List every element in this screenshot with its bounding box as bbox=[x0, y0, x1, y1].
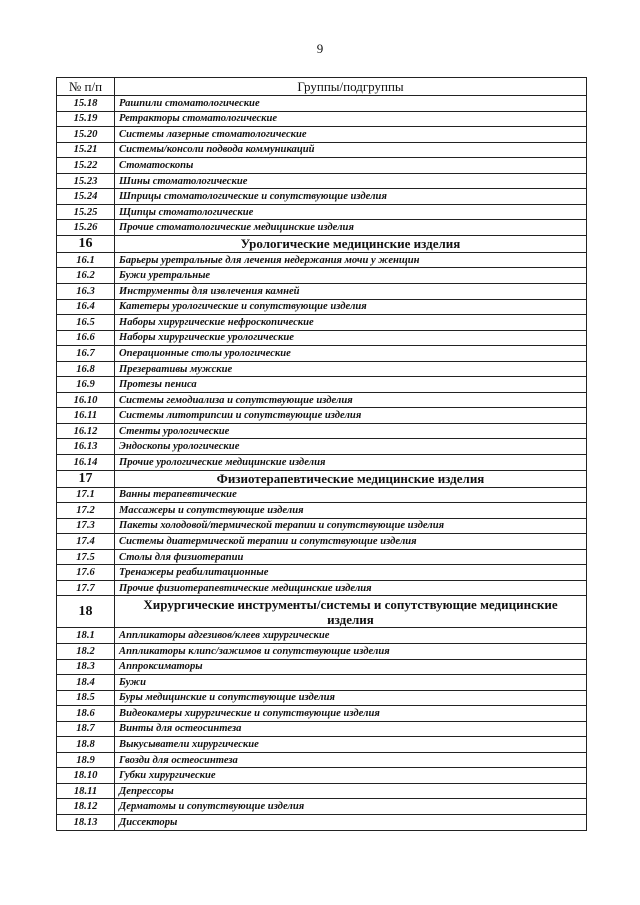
table-row bbox=[57, 392, 587, 408]
table-row bbox=[57, 768, 587, 784]
row-text: Системы литотрипсии и сопутствующие изделия bbox=[115, 408, 587, 424]
row-text: Системы лазерные стоматологические bbox=[115, 127, 587, 143]
group-title: Хирургические инструменты/системы и сопутствующие медицинские изделия bbox=[115, 596, 587, 628]
row-number: 17.1 bbox=[57, 487, 115, 503]
table-row bbox=[57, 96, 587, 112]
row-text: Щипцы стоматологические bbox=[115, 204, 587, 220]
table-row bbox=[57, 189, 587, 205]
row-number: 16.11 bbox=[57, 408, 115, 424]
table-row bbox=[57, 737, 587, 753]
row-number: 18.8 bbox=[57, 737, 115, 753]
row-number: 16.6 bbox=[57, 330, 115, 346]
table-row bbox=[57, 204, 587, 220]
row-text: Системы гемодиализа и сопутствующие изделия bbox=[115, 392, 587, 408]
row-text: Операционные столы урологические bbox=[115, 346, 587, 362]
row-text: Наборы хирургические урологические bbox=[115, 330, 587, 346]
row-number: 18.6 bbox=[57, 706, 115, 722]
row-text: Прочие физиотерапевтические медицинские изделия bbox=[115, 580, 587, 596]
row-text: Тренажеры реабилитационные bbox=[115, 565, 587, 581]
row-number: 16.5 bbox=[57, 315, 115, 331]
device-groups-table bbox=[56, 77, 587, 831]
column-header-number: № п/п bbox=[57, 78, 115, 96]
table-row bbox=[57, 549, 587, 565]
row-text: Винты для остеосинтеза bbox=[115, 721, 587, 737]
table-row bbox=[57, 439, 587, 455]
row-number: 18.12 bbox=[57, 799, 115, 815]
table-row bbox=[57, 346, 587, 362]
row-number: 15.20 bbox=[57, 127, 115, 143]
row-number: 18.10 bbox=[57, 768, 115, 784]
row-text: Протезы пениса bbox=[115, 377, 587, 393]
table-row bbox=[57, 659, 587, 675]
row-text: Массажеры и сопутствующие изделия bbox=[115, 503, 587, 519]
row-number: 16.7 bbox=[57, 346, 115, 362]
row-text: Бужи уретральные bbox=[115, 268, 587, 284]
row-text: Прочие стоматологические медицинские изделия bbox=[115, 220, 587, 236]
row-number: 16.3 bbox=[57, 284, 115, 300]
page-number: 9 bbox=[316, 41, 324, 56]
row-number: 16.14 bbox=[57, 455, 115, 471]
table-row bbox=[57, 628, 587, 644]
table-row bbox=[57, 580, 587, 596]
row-text: Шины стоматологические bbox=[115, 173, 587, 189]
row-number: 17.6 bbox=[57, 565, 115, 581]
row-text: Эндоскопы урологические bbox=[115, 439, 587, 455]
row-number: 16 bbox=[57, 235, 115, 252]
row-number: 18.13 bbox=[57, 814, 115, 830]
row-number: 15.22 bbox=[57, 158, 115, 174]
row-text: Инструменты для извлечения камней bbox=[115, 284, 587, 300]
row-text: Выкусыватели хирургические bbox=[115, 737, 587, 753]
table-row bbox=[57, 299, 587, 315]
group-heading-row bbox=[57, 596, 587, 628]
table-row bbox=[57, 721, 587, 737]
row-text: Пакеты холодовой/термической терапии и сопутствующие изделия bbox=[115, 518, 587, 534]
row-text: Системы/консоли подвода коммуникаций bbox=[115, 142, 587, 158]
table-row bbox=[57, 220, 587, 236]
row-text: Барьеры уретральные для лечения недержания мочи у женщин bbox=[115, 252, 587, 268]
group-title: Физиотерапевтические медицинские изделия bbox=[115, 470, 587, 487]
row-text: Стоматоскопы bbox=[115, 158, 587, 174]
table-row bbox=[57, 675, 587, 691]
row-number: 16.10 bbox=[57, 392, 115, 408]
row-number: 16.2 bbox=[57, 268, 115, 284]
row-text: Столы для физиотерапии bbox=[115, 549, 587, 565]
row-number: 18.7 bbox=[57, 721, 115, 737]
table-row bbox=[57, 814, 587, 830]
table-row bbox=[57, 518, 587, 534]
table-row bbox=[57, 565, 587, 581]
row-text: Депрессоры bbox=[115, 783, 587, 799]
row-text: Стенты урологические bbox=[115, 423, 587, 439]
table-row bbox=[57, 252, 587, 268]
row-text: Катетеры урологические и сопутствующие изделия bbox=[115, 299, 587, 315]
row-text: Рашпили стоматологические bbox=[115, 96, 587, 112]
row-number: 15.21 bbox=[57, 142, 115, 158]
table-row bbox=[57, 315, 587, 331]
row-text: Губки хирургические bbox=[115, 768, 587, 784]
table-row bbox=[57, 706, 587, 722]
row-text: Прочие урологические медицинские изделия bbox=[115, 455, 587, 471]
table-row bbox=[57, 173, 587, 189]
table-row bbox=[57, 377, 587, 393]
row-text: Диссекторы bbox=[115, 814, 587, 830]
row-number: 17.4 bbox=[57, 534, 115, 550]
row-number: 15.23 bbox=[57, 173, 115, 189]
row-number: 16.8 bbox=[57, 361, 115, 377]
row-number: 18 bbox=[57, 596, 115, 628]
row-text: Наборы хирургические нефроскопические bbox=[115, 315, 587, 331]
table-row bbox=[57, 330, 587, 346]
table-row bbox=[57, 408, 587, 424]
row-text: Ретракторы стоматологические bbox=[115, 111, 587, 127]
row-number: 16.13 bbox=[57, 439, 115, 455]
table-body bbox=[57, 96, 587, 831]
table-row bbox=[57, 142, 587, 158]
group-heading-row bbox=[57, 235, 587, 252]
group-title: Урологические медицинские изделия bbox=[115, 235, 587, 252]
row-number: 17 bbox=[57, 470, 115, 487]
table-row bbox=[57, 455, 587, 471]
row-number: 18.9 bbox=[57, 752, 115, 768]
table-header-row bbox=[57, 78, 587, 96]
table-row bbox=[57, 752, 587, 768]
group-heading-row bbox=[57, 470, 587, 487]
row-text: Аппликаторы клипс/зажимов и сопутствующие изделия bbox=[115, 643, 587, 659]
row-text: Видеокамеры хирургические и сопутствующие изделия bbox=[115, 706, 587, 722]
row-number: 16.9 bbox=[57, 377, 115, 393]
table-row bbox=[57, 643, 587, 659]
row-number: 18.2 bbox=[57, 643, 115, 659]
row-text: Презервативы мужские bbox=[115, 361, 587, 377]
table-row bbox=[57, 503, 587, 519]
row-number: 18.3 bbox=[57, 659, 115, 675]
row-text: Системы диатермической терапии и сопутствующие изделия bbox=[115, 534, 587, 550]
table-row bbox=[57, 111, 587, 127]
row-number: 15.24 bbox=[57, 189, 115, 205]
table-row bbox=[57, 690, 587, 706]
table-row bbox=[57, 268, 587, 284]
row-number: 17.7 bbox=[57, 580, 115, 596]
row-number: 18.1 bbox=[57, 628, 115, 644]
row-number: 15.18 bbox=[57, 96, 115, 112]
table-row bbox=[57, 284, 587, 300]
row-number: 16.1 bbox=[57, 252, 115, 268]
table-row bbox=[57, 127, 587, 143]
row-number: 17.3 bbox=[57, 518, 115, 534]
row-number: 16.12 bbox=[57, 423, 115, 439]
row-number: 17.5 bbox=[57, 549, 115, 565]
row-text: Гвозди для остеосинтеза bbox=[115, 752, 587, 768]
row-number: 18.4 bbox=[57, 675, 115, 691]
row-number: 18.11 bbox=[57, 783, 115, 799]
row-text: Буры медицинские и сопутствующие изделия bbox=[115, 690, 587, 706]
row-number: 17.2 bbox=[57, 503, 115, 519]
row-number: 16.4 bbox=[57, 299, 115, 315]
table-row bbox=[57, 799, 587, 815]
table-row bbox=[57, 534, 587, 550]
row-number: 18.5 bbox=[57, 690, 115, 706]
row-text: Дерматомы и сопутствующие изделия bbox=[115, 799, 587, 815]
row-text: Аппликаторы адгезивов/клеев хирургические bbox=[115, 628, 587, 644]
row-number: 15.26 bbox=[57, 220, 115, 236]
row-number: 15.25 bbox=[57, 204, 115, 220]
row-text: Шприцы стоматологические и сопутствующие изделия bbox=[115, 189, 587, 205]
row-text: Ванны терапевтические bbox=[115, 487, 587, 503]
table-row bbox=[57, 158, 587, 174]
table-row bbox=[57, 361, 587, 377]
row-number: 15.19 bbox=[57, 111, 115, 127]
table-row bbox=[57, 487, 587, 503]
table-row bbox=[57, 423, 587, 439]
table-row bbox=[57, 783, 587, 799]
row-text: Бужи bbox=[115, 675, 587, 691]
row-text: Аппроксиматоры bbox=[115, 659, 587, 675]
column-header-groups: Группы/подгруппы bbox=[115, 78, 587, 96]
